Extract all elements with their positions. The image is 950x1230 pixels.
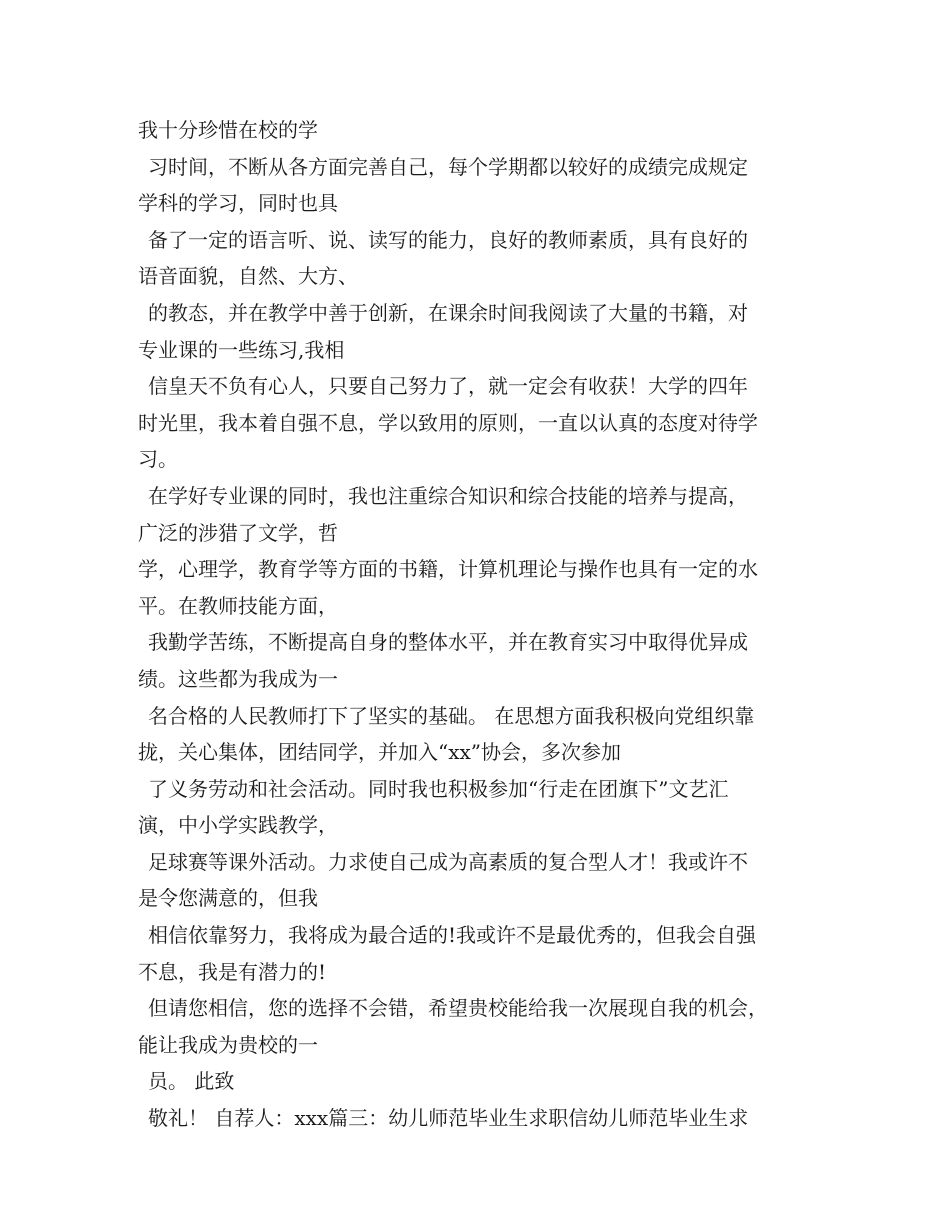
document-line: 员。 此致 xyxy=(148,1069,235,1094)
document-line: 平。在教师技能方面， xyxy=(138,593,338,618)
document-line: 不息，我是有潜力的! xyxy=(138,959,327,984)
document-line: 绩。这些都为我成为一 xyxy=(138,666,338,691)
document-line: 是令您满意的，但我 xyxy=(138,886,318,911)
document-line: 信皇天不负有心人，只要自己努力了，就一定会有收获！大学的四年 xyxy=(148,374,748,399)
document-line: 我勤学苦练，不断提高自身的整体水平，并在教育实习中取得优异成 xyxy=(148,630,748,655)
document-line: 但请您相信，您的选择不会错，希望贵校能给我一次展现自我的机会， xyxy=(148,996,768,1021)
document-body xyxy=(138,112,838,1137)
document-line: 学，心理学，教育学等方面的书籍，计算机理论与操作也具有一定的水 xyxy=(138,557,758,582)
document-line: 的教态，并在教学中善于创新，在课余时间我阅读了大量的书籍，对 xyxy=(148,300,748,325)
document-line: 能让我成为贵校的一 xyxy=(138,1032,318,1057)
document-line: 语音面貌，自然、大方、 xyxy=(138,264,358,289)
document-line: 演，中小学实践教学， xyxy=(138,813,338,838)
document-line: 足球赛等课外活动。力求使自己成为高素质的复合型人才！我或许不 xyxy=(148,849,748,874)
document-line: 名合格的人民教师打下了坚实的基础。 在思想方面我积极向党组织靠 xyxy=(148,703,755,728)
document-line: 敬礼！ 自荐人：xxx篇三：幼儿师范毕业生求职信幼儿师范毕业生求 xyxy=(148,1106,749,1131)
document-line: 广泛的涉猎了文学，哲 xyxy=(138,520,338,545)
document-line: 在学好专业课的同时，我也注重综合知识和综合技能的培养与提高， xyxy=(148,483,748,508)
document-line: 备了一定的语言听、说、读写的能力，良好的教师素质，具有良好的 xyxy=(148,227,748,252)
document-line: 习。 xyxy=(138,447,178,472)
document-line: 学科的学习，同时也具 xyxy=(138,191,338,216)
document-line: 拢，关心集体，团结同学，并加入“xx”协会，多次参加 xyxy=(138,740,622,765)
document-line: 相信依靠努力，我将成为最合适的!我或许不是最优秀的，但我会自强 xyxy=(148,923,757,948)
document-line: 了义务劳动和社会活动。同时我也积极参加“行走在团旗下”文艺汇 xyxy=(148,776,729,801)
document-line: 专业课的一些练习,我相 xyxy=(138,337,345,362)
document-line: 时光里，我本着自强不息，学以致用的原则，一直以认真的态度对待学 xyxy=(138,410,758,435)
document-line: 我十分珍惜在校的学 xyxy=(138,118,318,142)
document-line: 习时间，不断从各方面完善自己，每个学期都以较好的成绩完成规定 xyxy=(148,154,748,179)
